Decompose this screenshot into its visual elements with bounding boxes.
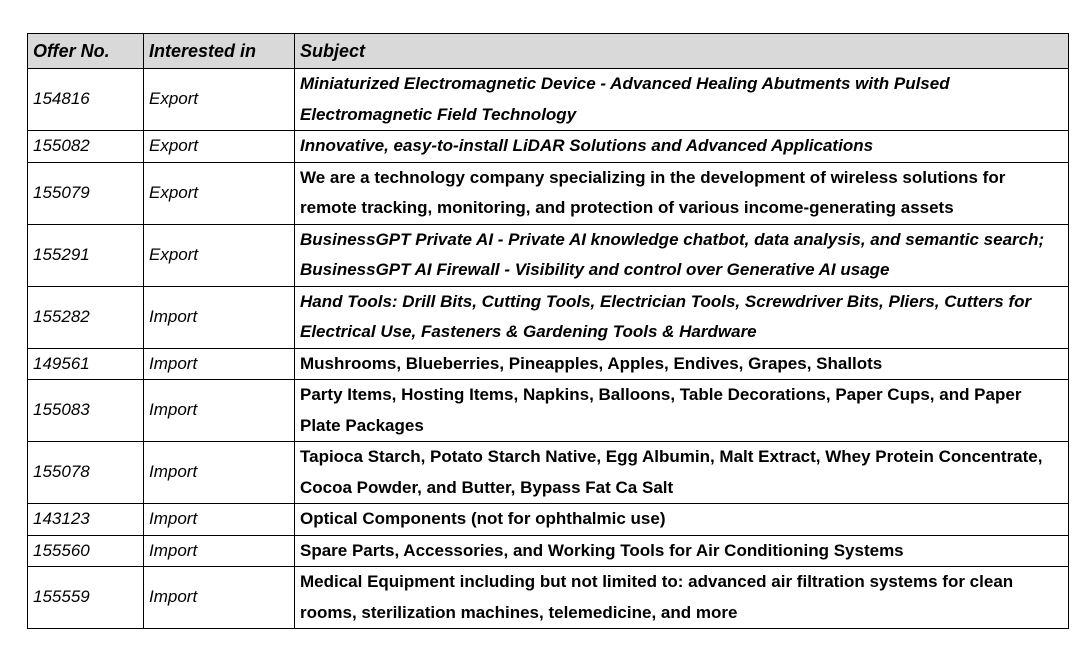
subject-cell: Mushrooms, Blueberries, Pineapples, Apples, Endives, Grapes, Shallots <box>295 348 1069 380</box>
offers-table <box>27 33 1069 629</box>
header-offer-no: Offer No. <box>28 34 144 69</box>
offer-number-cell: 149561 <box>28 348 144 380</box>
subject-cell: We are a technology company specializing in the development of wireless solutions for remote tracking, monitoring, and protection of various income-generating assets <box>295 162 1069 224</box>
interested-in-cell: Export <box>144 224 295 286</box>
subject-cell: Spare Parts, Accessories, and Working Tools for Air Conditioning Systems <box>295 535 1069 567</box>
table-row <box>28 380 1069 442</box>
interested-in-cell: Export <box>144 69 295 131</box>
subject-cell: Optical Components (not for ophthalmic use) <box>295 504 1069 536</box>
subject-cell: Party Items, Hosting Items, Napkins, Balloons, Table Decorations, Paper Cups, and Paper Plate Packages <box>295 380 1069 442</box>
interested-in-cell: Import <box>144 380 295 442</box>
interested-in-cell: Import <box>144 442 295 504</box>
interested-in-cell: Import <box>144 286 295 348</box>
offer-number-cell: 155291 <box>28 224 144 286</box>
interested-in-cell: Import <box>144 567 295 629</box>
offer-number-cell: 155079 <box>28 162 144 224</box>
header-row <box>28 34 1069 69</box>
subject-cell: Medical Equipment including but not limited to: advanced air filtration systems for clean rooms, sterilization machines, telemedicine, and more <box>295 567 1069 629</box>
table-header <box>28 34 1069 69</box>
interested-in-cell: Export <box>144 162 295 224</box>
subject-cell: Innovative, easy-to-install LiDAR Solutions and Advanced Applications <box>295 131 1069 163</box>
table-row <box>28 69 1069 131</box>
header-interested-in: Interested in <box>144 34 295 69</box>
subject-cell: Tapioca Starch, Potato Starch Native, Egg Albumin, Malt Extract, Whey Protein Concentrate, Cocoa Powder, and Butter, Bypass Fat Ca Salt <box>295 442 1069 504</box>
offer-number-cell: 155078 <box>28 442 144 504</box>
interested-in-cell: Import <box>144 504 295 536</box>
interested-in-cell: Import <box>144 535 295 567</box>
table-row <box>28 286 1069 348</box>
offer-number-cell: 155282 <box>28 286 144 348</box>
table-row <box>28 567 1069 629</box>
offer-number-cell: 155560 <box>28 535 144 567</box>
table-row <box>28 442 1069 504</box>
table-body <box>28 69 1069 629</box>
table-row <box>28 224 1069 286</box>
offer-number-cell: 154816 <box>28 69 144 131</box>
subject-cell: BusinessGPT Private AI - Private AI knowledge chatbot, data analysis, and semantic search; BusinessGPT AI Firewall - Visibility and control over Generative AI usage <box>295 224 1069 286</box>
offer-number-cell: 155559 <box>28 567 144 629</box>
table-row <box>28 504 1069 536</box>
subject-cell: Miniaturized Electromagnetic Device - Advanced Healing Abutments with Pulsed Electromagnetic Field Technology <box>295 69 1069 131</box>
table-row <box>28 535 1069 567</box>
header-subject: Subject <box>295 34 1069 69</box>
table-row <box>28 162 1069 224</box>
table-row <box>28 131 1069 163</box>
interested-in-cell: Export <box>144 131 295 163</box>
offer-number-cell: 143123 <box>28 504 144 536</box>
offer-number-cell: 155082 <box>28 131 144 163</box>
table-row <box>28 348 1069 380</box>
offer-number-cell: 155083 <box>28 380 144 442</box>
subject-cell: Hand Tools: Drill Bits, Cutting Tools, Electrician Tools, Screwdriver Bits, Pliers, Cutters for Electrical Use, Fasteners & Gardening Tools & Hardware <box>295 286 1069 348</box>
interested-in-cell: Import <box>144 348 295 380</box>
